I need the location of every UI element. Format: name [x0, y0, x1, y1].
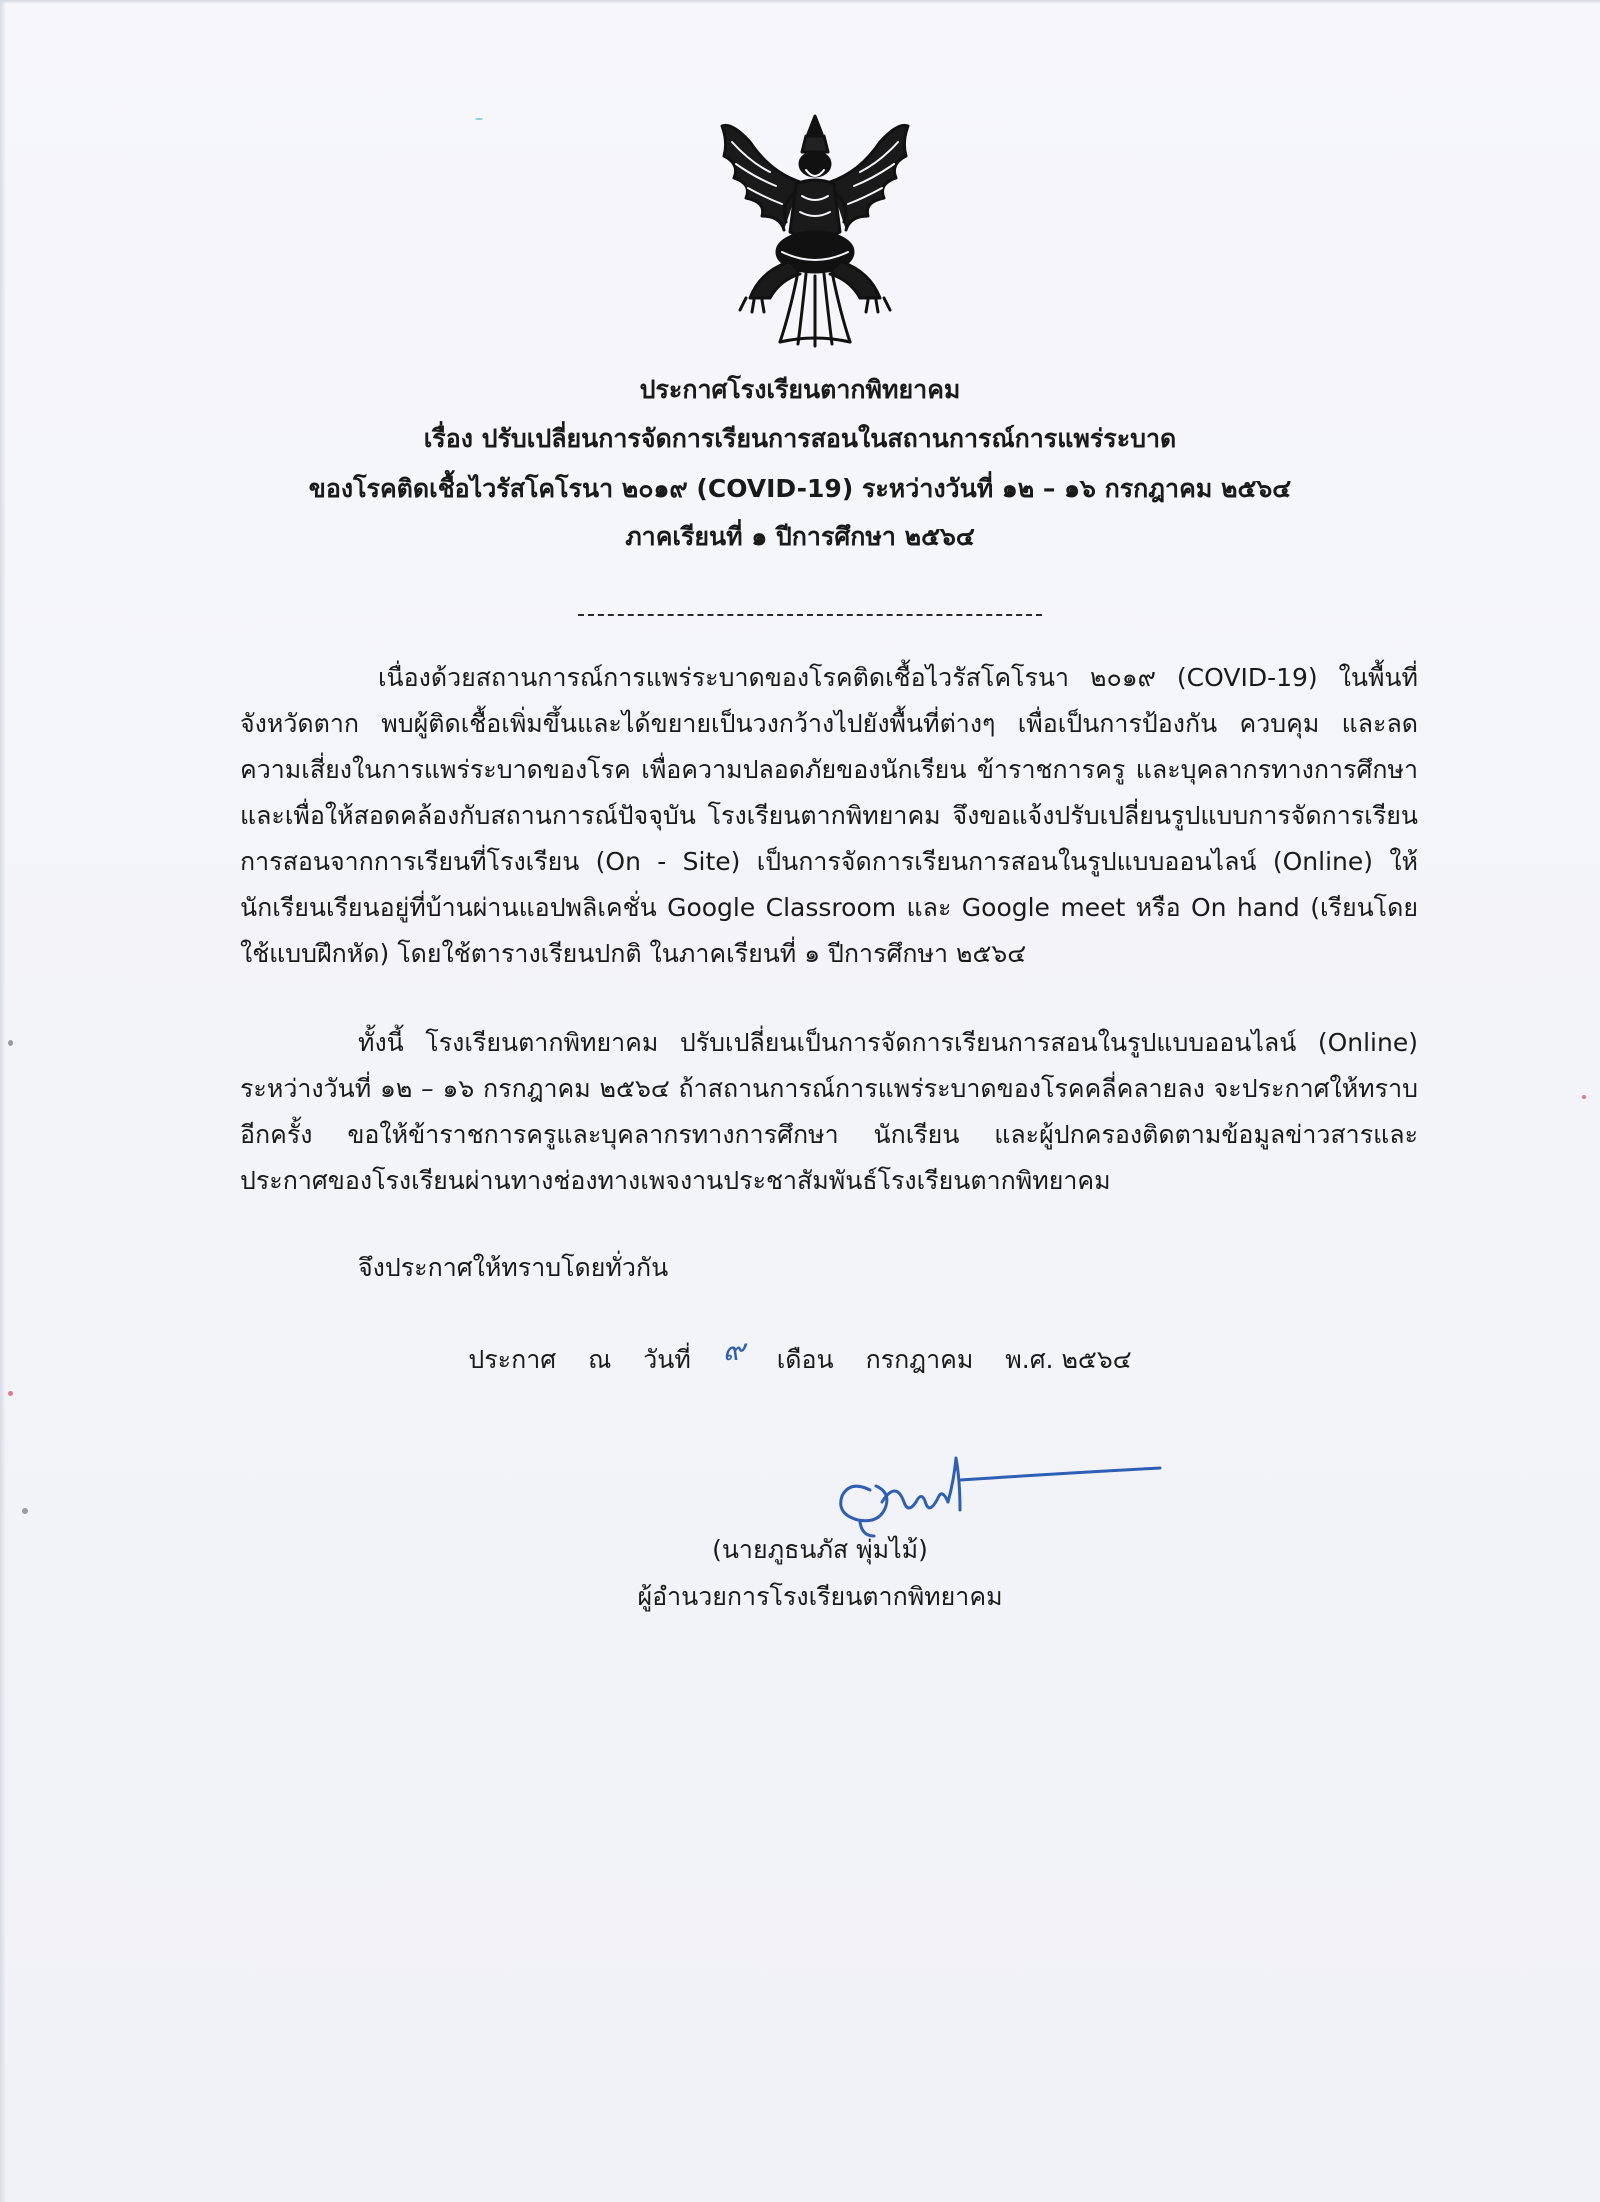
scan-edge-left: [0, 0, 6, 2202]
signer-title: ผู้อำนวยการโรงเรียนตากพิทยาคม: [637, 1582, 1003, 1611]
announcement-title: ประกาศโรงเรียนตากพิทยาคม: [639, 375, 961, 404]
dateline-month-label: เดือน: [776, 1345, 834, 1374]
signer-name: (นายภูธนภัส พุ่มไม้): [712, 1535, 928, 1564]
dateline-day-value: ๙: [722, 1333, 745, 1368]
dateline-day-label: วันที่: [643, 1345, 691, 1374]
announcement-subject: เรื่อง ปรับเปลี่ยนการจัดการเรียนการสอนในสถานการณ์การแพร่ระบาด: [423, 424, 1177, 453]
dateline-month: กรกฎาคม: [865, 1345, 974, 1374]
dateline-year: พ.ศ. ๒๕๖๔: [1005, 1345, 1132, 1374]
body-paragraph-1: เนื่องด้วยสถานการณ์การแพร่ระบาดของโรคติดเชื้อไวรัสโคโรนา ๒๐๑๙ (COVID-19) ในพื้นที่จังหวัดตาก พบผู้ติดเชื้อเพิ่มขึ้นและได้ขยายเป็นวงกว้างไปยังพื้นที่ต่างๆ เพื่อเป็นการป้องกัน ควบคุม และลดความเสี่ยงในการแพร่ระบาดของโรค เพื่อความปลอดภัยของนักเรียน ข้าราชการครู และบุคลากรทางการศึกษา และเพื่อให้สอดคล้องกับสถานการณ์ปัจจุบัน โรงเรียนตากพิทยาคม จึงขอแจ้งปรับเปลี่ยนรูปแบบการจัดการเรียนการสอนจากการเรียนที่โรงเรียน (On - Site) เป็นการจัดการเรียนการสอนในรูปแบบออนไลน์ (Online) ให้นักเรียนเรียนอยู่ที่บ้านผ่านแอปพลิเคชั่น Google Classroom และ Google meet หรือ On hand (เรียนโดยใช้แบบฝึกหัด) โดยใช้ตารางเรียนปกติ ในภาคเรียนที่ ๑ ปีการศึกษา ๒๕๖๔: [240, 663, 1418, 968]
dateline-announced: ประกาศ: [468, 1345, 557, 1374]
scan-edge-top: [0, 0, 1600, 4]
announcement-semester: ภาคเรียนที่ ๑ ปีการศึกษา ๒๕๖๔: [625, 522, 975, 551]
announcement-dateline: [200, 1333, 1400, 1383]
garuda-emblem-icon: [710, 112, 920, 348]
scan-speck: [8, 1040, 13, 1046]
heading-divider: [578, 614, 1042, 616]
announcement-subject-line-2: ของโรคติดเชื้อไวรัสโคโรนา ๒๐๑๙ (COVID-19) ระหว่างวันที่ ๑๒ – ๑๖ กรกฎาคม ๒๕๖๔: [308, 474, 1292, 503]
scan-speck: [22, 1508, 28, 1514]
scan-speck: [475, 118, 483, 120]
dateline-at: ณ: [588, 1345, 612, 1374]
closing-statement: จึงประกาศให้ทราบโดยทั่วกัน: [358, 1253, 669, 1282]
body-paragraph-2: ทั้งนี้ โรงเรียนตากพิทยาคม ปรับเปลี่ยนเป็นการจัดการเรียนการสอนในรูปแบบออนไลน์ (Online) ระหว่างวันที่ ๑๒ – ๑๖ กรกฎาคม ๒๕๖๔ ถ้าสถานการณ์การแพร่ระบาดของโรคคลี่คลายลง จะประกาศให้ทราบอีกครั้ง ขอให้ข้าราชการครูและบุคลากรทางการศึกษา นักเรียน และผู้ปกครองติดตามข้อมูลข่าวสารและประกาศของโรงเรียนผ่านทางช่องทางเพจงานประชาสัมพันธ์โรงเรียนตากพิทยาคม: [240, 1028, 1418, 1195]
scan-speck: [8, 1391, 13, 1396]
scan-speck: [1582, 1095, 1586, 1099]
